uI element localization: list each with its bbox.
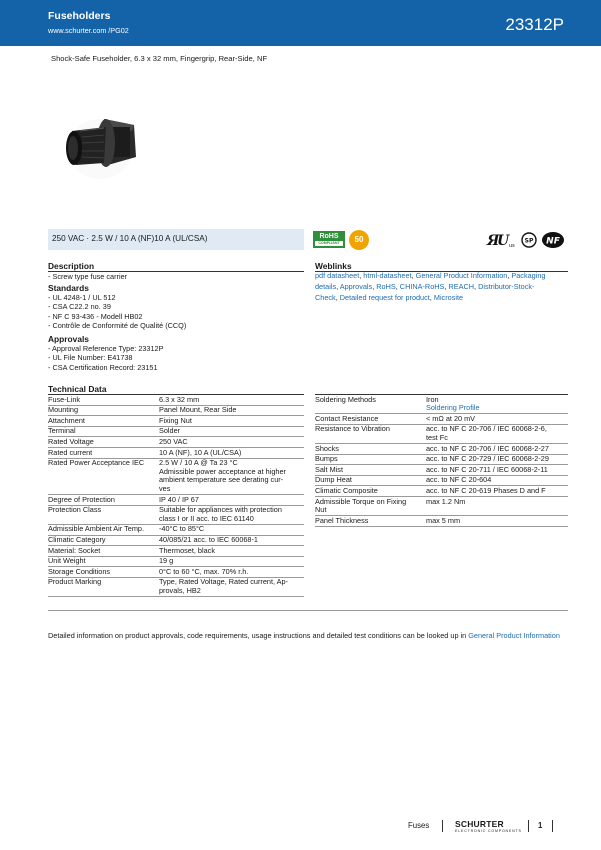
table-row bbox=[48, 395, 304, 405]
spec-value bbox=[159, 437, 304, 448]
table-row bbox=[48, 505, 304, 524]
spec-value bbox=[426, 444, 568, 455]
spec-label-line: Salt Mist bbox=[315, 464, 343, 474]
spec-label-line: Nut bbox=[315, 505, 327, 515]
part-number: 23312P bbox=[505, 15, 564, 34]
spec-label: Mounting bbox=[48, 405, 159, 416]
spec-label bbox=[315, 465, 426, 476]
table-row bbox=[315, 424, 568, 443]
standards-item: - CSA C22.2 no. 39 bbox=[48, 302, 111, 312]
technical-data-heading: Technical Data bbox=[48, 384, 107, 394]
table-row bbox=[48, 535, 304, 546]
spec-label: Rated current bbox=[48, 448, 159, 459]
years-badge bbox=[349, 230, 369, 250]
approvals-list bbox=[48, 344, 163, 372]
approvals-item: - UL File Number: E41738 bbox=[48, 353, 133, 363]
spec-value bbox=[159, 426, 304, 437]
spec-label: Terminal bbox=[48, 426, 159, 437]
spec-value bbox=[159, 395, 304, 405]
packaging-details-link[interactable]: details bbox=[315, 281, 337, 291]
spec-label: Storage Conditions bbox=[48, 567, 159, 578]
spec-value-line: Iron bbox=[426, 394, 439, 404]
spec-value-line: Thermoset, black bbox=[159, 545, 215, 555]
spec-label-line: Resistance to Vibration bbox=[315, 424, 390, 434]
spec-value bbox=[426, 486, 568, 497]
spec-value-line: Panel Mount, Rear Side bbox=[159, 405, 237, 415]
product-image bbox=[60, 105, 142, 189]
standards-item: - NF C 93-436 - Modell HB02 bbox=[48, 311, 143, 321]
table-row bbox=[48, 416, 304, 427]
spec-value bbox=[159, 405, 304, 416]
table-row bbox=[48, 448, 304, 459]
spec-value bbox=[159, 416, 304, 427]
description-item: - Screw type fuse carrier bbox=[48, 272, 128, 281]
table-row bbox=[315, 465, 568, 476]
spec-value bbox=[159, 458, 304, 494]
header-url[interactable]: www.schurter.com /PG02 bbox=[48, 26, 129, 35]
spec-value bbox=[159, 505, 304, 524]
spec-label: Climatic Category bbox=[48, 535, 159, 546]
table-row bbox=[315, 414, 568, 425]
spec-value bbox=[159, 546, 304, 557]
spec-value bbox=[426, 424, 568, 443]
svg-text:NF: NF bbox=[546, 236, 560, 247]
rating-bar bbox=[48, 229, 304, 250]
spec-value-line: ves bbox=[159, 483, 171, 493]
spec-value-line: ambient temperature see derating cur- bbox=[159, 475, 284, 485]
weblinks-heading: Weblinks bbox=[315, 261, 352, 271]
spec-label bbox=[315, 454, 426, 465]
rohs-link[interactable]: RoHS bbox=[376, 281, 396, 291]
standards-heading: Standards bbox=[48, 283, 89, 293]
table-row bbox=[48, 437, 304, 448]
technical-data-right-table bbox=[315, 395, 568, 527]
separator: , bbox=[336, 281, 340, 291]
spec-label-line: Contact Resistance bbox=[315, 413, 379, 423]
spec-value-line: class I or II acc. to IEC 61140 bbox=[159, 513, 254, 523]
spec-value bbox=[159, 567, 304, 578]
table-row bbox=[315, 395, 568, 414]
spec-value-line: acc. to NF C 20-706 / IEC 60068-2-6, bbox=[426, 424, 547, 434]
spec-label: Degree of Protection bbox=[48, 495, 159, 506]
separator: , bbox=[507, 271, 512, 280]
spec-value bbox=[159, 577, 304, 596]
spec-value-line: Admissible power acceptance at higher bbox=[159, 466, 286, 476]
spec-value bbox=[426, 516, 568, 527]
spec-value-line: 250 VAC bbox=[159, 436, 188, 446]
separator: , bbox=[429, 292, 434, 302]
footer-section: Fuses bbox=[408, 821, 430, 830]
rohs-badge-sub: COMPLIANT bbox=[315, 241, 343, 246]
table-row bbox=[48, 458, 304, 494]
divider bbox=[48, 610, 568, 611]
spec-label-line: Bumps bbox=[315, 454, 338, 464]
product-subtitle: Shock-Safe Fuseholder, 6.3 x 32 mm, Fingergrip, Rear-Side, NF bbox=[51, 54, 268, 63]
footnote-text: Detailed information on product approvals, code requirements, usage instructions and detailed test conditions can be looked up in bbox=[48, 631, 467, 640]
approvals-link[interactable]: Approvals bbox=[339, 281, 373, 291]
spec-value-line: max 1.2 Nm bbox=[426, 496, 466, 506]
spec-value-line: acc. to NF C 20-706 / IEC 60068-2-27 bbox=[426, 443, 549, 453]
description-list bbox=[48, 272, 127, 281]
general-product-information-link[interactable]: General Product Information bbox=[415, 271, 508, 280]
html-datasheet-link[interactable]: html-datasheet bbox=[363, 271, 412, 280]
approvals-item: - Approval Reference Type: 23312P bbox=[48, 344, 164, 353]
spec-label bbox=[315, 395, 426, 414]
spec-value-line: Type, Rated Voltage, Rated current, Ap- bbox=[159, 577, 288, 587]
detailed-request-link[interactable]: Detailed request for product bbox=[339, 292, 430, 302]
spec-label: Attachment bbox=[48, 416, 159, 427]
table-row bbox=[315, 516, 568, 527]
general-product-information-link[interactable]: General Product Information bbox=[468, 631, 560, 640]
spec-value bbox=[426, 465, 568, 476]
spec-label bbox=[315, 424, 426, 443]
spec-value bbox=[159, 556, 304, 567]
soldering-profile-link[interactable]: Soldering Profile bbox=[426, 403, 480, 413]
spec-value bbox=[426, 475, 568, 486]
separator: , bbox=[474, 281, 479, 291]
spec-value-line: acc. to NF C 20-619 Phases D and F bbox=[426, 485, 546, 495]
spec-label bbox=[315, 444, 426, 455]
table-row bbox=[48, 405, 304, 416]
reach-link[interactable]: REACH bbox=[448, 281, 475, 291]
spec-label-line: Dump Heat bbox=[315, 475, 352, 485]
spec-label bbox=[315, 486, 426, 497]
separator: , bbox=[372, 281, 377, 291]
spec-value-line: acc. to NF C 20-711 / IEC 60068-2-11 bbox=[426, 464, 548, 474]
standards-list bbox=[48, 293, 186, 330]
pdf-datasheet-link[interactable]: pdf datasheet bbox=[315, 271, 360, 280]
spec-value-line: 10 A (NF), 10 A (UL/CSA) bbox=[159, 447, 242, 457]
table-row bbox=[315, 454, 568, 465]
spec-label: Material: Socket bbox=[48, 546, 159, 557]
svg-text:us: us bbox=[509, 243, 515, 248]
spec-label-line: Panel Thickness bbox=[315, 515, 369, 525]
spec-label: Product Marking bbox=[48, 577, 159, 596]
category-title: Fuseholders bbox=[48, 10, 111, 22]
page-number: 1 bbox=[538, 821, 543, 830]
footer-divider bbox=[552, 820, 553, 832]
spec-value bbox=[426, 454, 568, 465]
ul-recognized-icon bbox=[486, 232, 516, 248]
schurter-logo bbox=[455, 819, 522, 834]
spec-label bbox=[315, 414, 426, 425]
china-rohs-link[interactable]: CHINA-RoHS bbox=[399, 281, 445, 291]
spec-value bbox=[159, 524, 304, 535]
distributor-stock-check-link[interactable]: Check bbox=[315, 292, 336, 302]
svg-text:Я: Я bbox=[487, 233, 500, 248]
spec-label: Protection Class bbox=[48, 505, 159, 524]
approvals-item: - CSA Certification Record: 23151 bbox=[48, 362, 158, 372]
table-row bbox=[48, 495, 304, 506]
separator: , bbox=[359, 271, 364, 280]
spec-value-line: -40°C to 85°C bbox=[159, 524, 205, 534]
spec-value-line: 6.3 x 32 mm bbox=[159, 394, 200, 404]
distributor-stock-check-link[interactable]: Distributor-Stock- bbox=[478, 281, 535, 291]
table-row bbox=[48, 567, 304, 578]
spec-value bbox=[159, 448, 304, 459]
table-row bbox=[315, 444, 568, 455]
spec-value-line: 0°C to 60 °C, max. 70% r.h. bbox=[159, 566, 249, 576]
spec-value bbox=[159, 495, 304, 506]
spec-value-line: 19 g bbox=[159, 556, 174, 566]
footnote bbox=[48, 631, 568, 641]
svg-text:U: U bbox=[497, 233, 510, 248]
years-badge-label: 50 bbox=[354, 235, 364, 244]
table-row bbox=[48, 426, 304, 437]
spec-label bbox=[315, 475, 426, 486]
spec-value-line: max 5 mm bbox=[426, 515, 461, 525]
separator: , bbox=[395, 281, 400, 291]
approvals-heading: Approvals bbox=[48, 334, 89, 344]
spec-value bbox=[159, 535, 304, 546]
brand-subtitle: ELECTRONIC COMPONENTS bbox=[455, 828, 522, 833]
rohs-badge bbox=[313, 231, 345, 248]
packaging-details-link[interactable]: Packaging bbox=[511, 271, 546, 280]
spec-label bbox=[315, 497, 426, 516]
standards-item: - Contrôle de Conformité de Qualité (CCQ) bbox=[48, 320, 187, 330]
csa-icon bbox=[521, 232, 537, 248]
spec-value bbox=[426, 395, 568, 414]
rohs-badge-label: RoHS bbox=[319, 233, 339, 240]
weblinks-list bbox=[315, 271, 545, 304]
spec-label: Admissible Ambient Air Temp. bbox=[48, 524, 159, 535]
page-header bbox=[0, 0, 601, 46]
nf-mark-icon bbox=[541, 231, 565, 249]
spec-value-line: Suitable for appliances with protection bbox=[159, 505, 282, 515]
table-row bbox=[48, 556, 304, 567]
technical-data-left-table bbox=[48, 395, 304, 597]
spec-label: Rated Voltage bbox=[48, 437, 159, 448]
spec-label: Unit Weight bbox=[48, 556, 159, 567]
spec-value-line: acc. to NF C 20-604 bbox=[426, 475, 492, 485]
svg-text:SP: SP bbox=[524, 237, 534, 245]
separator: , bbox=[335, 292, 340, 302]
standards-item: - UL 4248-1 / UL 512 bbox=[48, 293, 116, 302]
footer-divider bbox=[528, 820, 529, 832]
spec-value-line: acc. to NF C 20-729 / IEC 60068-2-29 bbox=[426, 454, 549, 464]
spec-value-line: Solder bbox=[159, 426, 181, 436]
spec-label-line: Soldering Methods bbox=[315, 394, 376, 404]
spec-value-line: IP 40 / IP 67 bbox=[159, 494, 199, 504]
table-row bbox=[315, 486, 568, 497]
spec-label: Rated Power Acceptance IEC bbox=[48, 458, 159, 494]
description-heading: Description bbox=[48, 261, 95, 271]
footer-divider bbox=[442, 820, 443, 832]
table-row bbox=[315, 497, 568, 516]
spec-value bbox=[426, 414, 568, 425]
spec-value-line: provals, HB2 bbox=[159, 586, 201, 596]
spec-label: Fuse-Link bbox=[48, 395, 159, 405]
microsite-link[interactable]: Microsite bbox=[433, 292, 464, 302]
table-row bbox=[48, 577, 304, 596]
spec-value-line: 40/085/21 acc. to IEC 60068-1 bbox=[159, 535, 258, 545]
table-row bbox=[48, 524, 304, 535]
separator: , bbox=[444, 281, 449, 291]
separator: , bbox=[411, 271, 416, 280]
spec-value-line: < mΩ at 20 mV bbox=[426, 413, 476, 423]
spec-value-line: 2.5 W / 10 A @ Ta 23 °C bbox=[159, 458, 238, 468]
rating-text: 250 VAC · 2.5 W / 10 A (NF)10 A (UL/CSA) bbox=[52, 234, 208, 243]
brand-name: SCHURTER bbox=[455, 819, 504, 829]
spec-label-line: Climatic Composite bbox=[315, 485, 378, 495]
spec-value-line: test Fc bbox=[426, 432, 448, 442]
table-row bbox=[48, 546, 304, 557]
spec-label-line: Shocks bbox=[315, 443, 339, 453]
table-row bbox=[315, 475, 568, 486]
spec-value-line: Fixing Nut bbox=[159, 415, 192, 425]
spec-label bbox=[315, 516, 426, 527]
spec-value bbox=[426, 497, 568, 516]
spec-label-line: Admissible Torque on Fixing bbox=[315, 496, 407, 506]
